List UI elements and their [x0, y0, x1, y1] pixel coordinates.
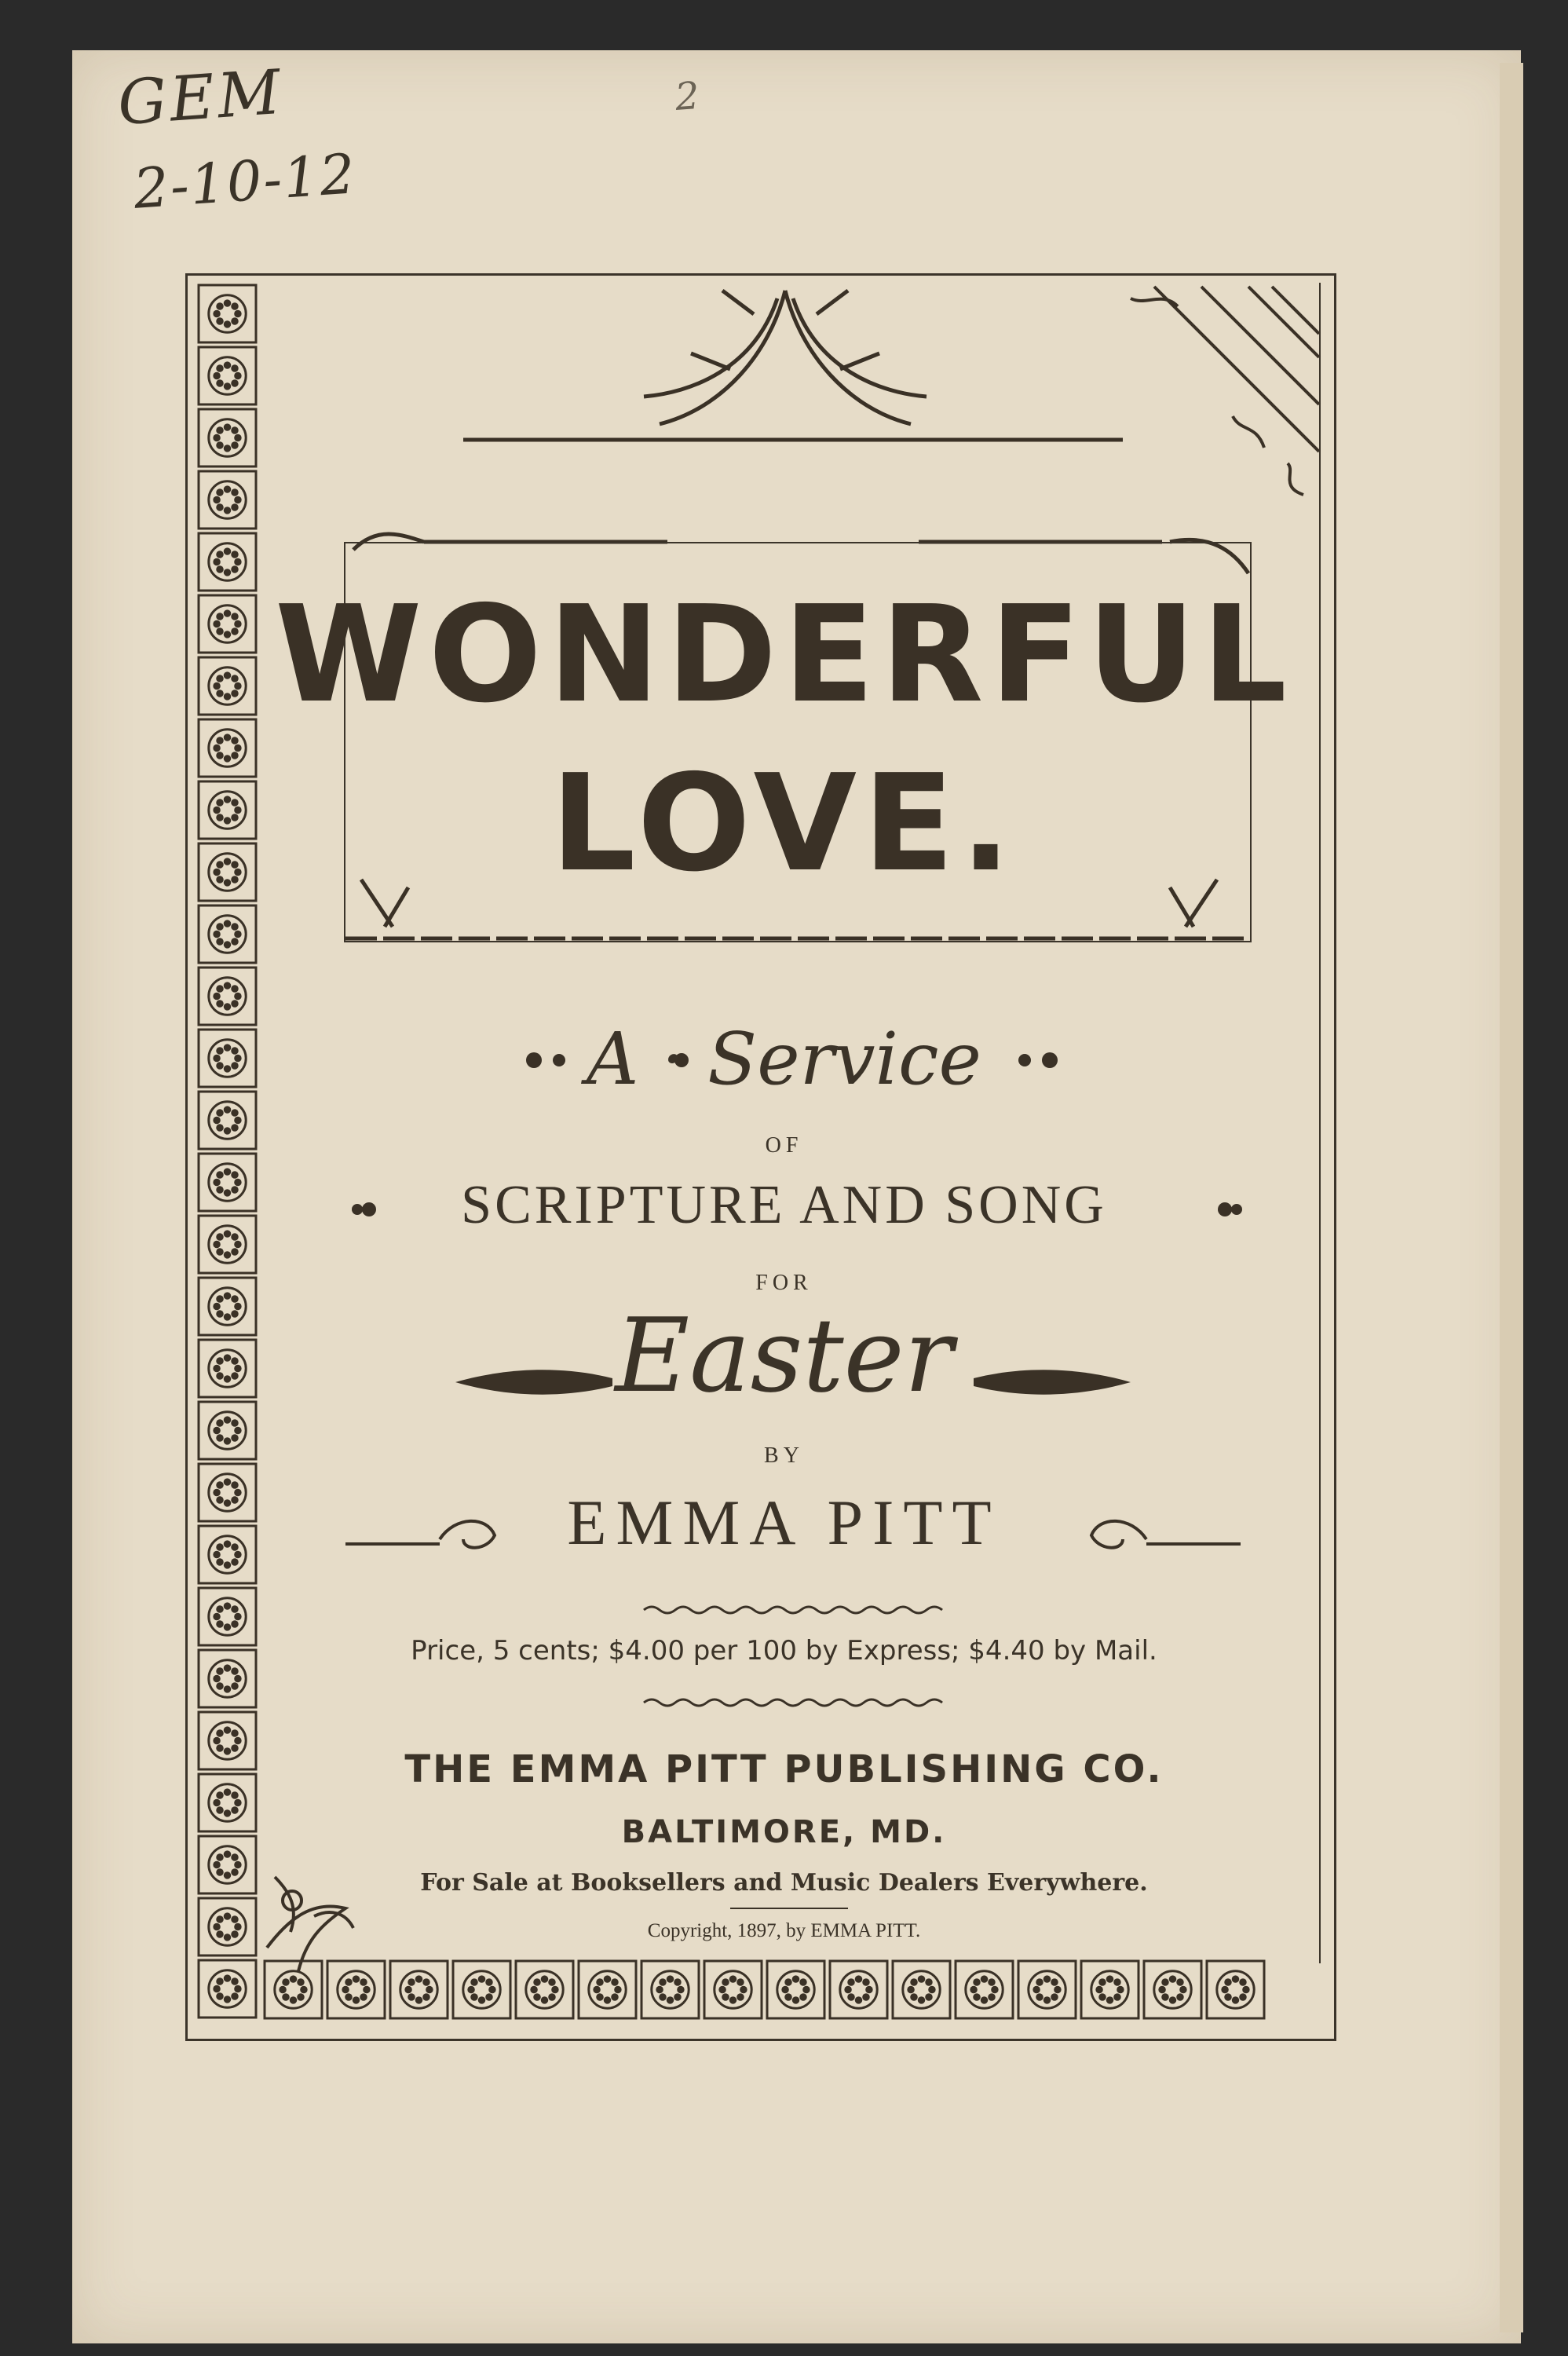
author-name: EMMA PITT — [567, 1487, 1001, 1558]
scripture-heading: SCRIPTURE AND SONG — [461, 1175, 1107, 1235]
by-label: BY — [764, 1443, 804, 1468]
bamboo-top-ornament — [463, 291, 1123, 440]
corner-lace-ornament — [1131, 287, 1319, 495]
handwritten-page-number: 2 — [674, 74, 701, 119]
handwritten-initials: GEM — [115, 57, 287, 140]
wavy-rule-upper — [644, 1607, 942, 1613]
title-line-1: WONDERFUL — [275, 577, 1293, 733]
title-line-2: LOVE. — [550, 746, 1018, 902]
publisher-city: BALTIMORE, MD. — [621, 1814, 947, 1850]
service-heading: A · Service — [587, 1017, 981, 1101]
sale-note: For Sale at Booksellers and Music Dealers Everywhere. — [420, 1869, 1148, 1897]
of-label: OF — [765, 1133, 803, 1158]
occasion-heading: Easter — [615, 1296, 953, 1415]
wavy-rule-lower — [644, 1699, 942, 1706]
for-label: FOR — [755, 1271, 813, 1295]
handwritten-date: 2-10-12 — [131, 141, 359, 221]
publisher-name: THE EMMA PITT PUBLISHING CO. — [404, 1747, 1164, 1791]
price-line: Price, 5 cents; $4.00 per 100 by Express; $4.40 by Mail. — [411, 1635, 1157, 1666]
copyright-notice: Copyright, 1897, by EMMA PITT. — [647, 1920, 921, 1941]
